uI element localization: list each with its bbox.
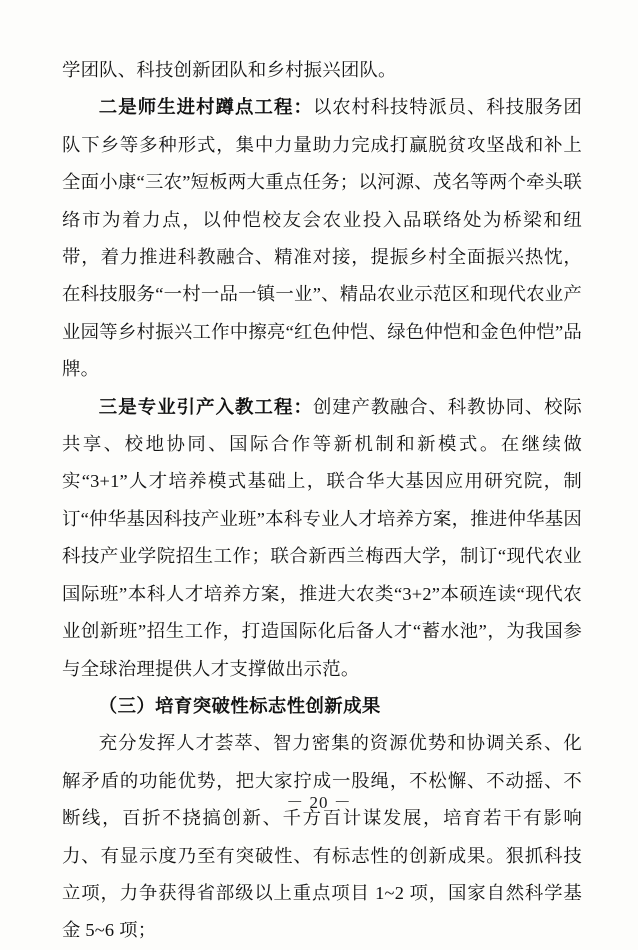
section-heading: （三）培育突破性标志性创新成果: [98, 695, 381, 716]
paragraph-lead-label: 三是专业引产入教工程：: [98, 396, 313, 417]
paragraph-second-item: [62, 89, 582, 388]
paragraph-closing: [62, 725, 582, 949]
document-body: [62, 52, 582, 950]
paragraph-text: 充分发挥人才荟萃、智力密集的资源优势和协调关系、化解矛盾的功能优势，把大家拧成一股绳，不松懈、不动摇、不断线，百折不挠搞创新、千方百计谋发展，培育若干有影响力、有显示度乃至有突破性、有标志性的创新成果。狠抓科技立项，力争获得省部级以上重点项目 1~2 项，国家自然科学基金 5~6 项；: [62, 733, 582, 941]
page-number: － 20 －: [286, 793, 352, 812]
paragraph-continuation: [62, 52, 582, 89]
paragraph-text: 学团队、科技创新团队和乡村振兴团队。: [62, 60, 397, 80]
paragraph-text: 以农村科技特派员、科技服务团队下乡等多种形式，集中力量助力完成打赢脱贫攻坚战和补上全面小康“三农”短板两大重点任务；以河源、茂名等两个牵头联络市为着力点，以仲恺校友会农业投入品联络处为桥梁和纽带，着力推进科教融合、精准对接，提振乡村全面振兴热忱，在科技服务“一村一品一镇一业”、精品农业示范区和现代农业产业园等乡村振兴工作中擦亮“红色仲恺、绿色仲恺和金色仲恺”品牌。: [62, 97, 582, 380]
paragraph-lead-label: 二是师生进村蹲点工程：: [98, 97, 313, 118]
paragraph-third-item: [62, 389, 582, 688]
paragraph-text: 创建产教融合、科教协同、校际共享、校地协同、国际合作等新机制和新模式。在继续做实“3+1”人才培养模式基础上，联合华大基因应用研究院，制订“仲华基因科技产业班”本科专业人才培养方案，推进仲华基因科技产业学院招生工作；联合新西兰梅西大学，制订“现代农业国际班”本科人才培养方案，推进大农类“3+2”本硕连读“现代农业创新班”招生工作，打造国际化后备人才“蓄水池”，为我国参与全球治理提供人才支撑做出示范。: [62, 396, 582, 679]
